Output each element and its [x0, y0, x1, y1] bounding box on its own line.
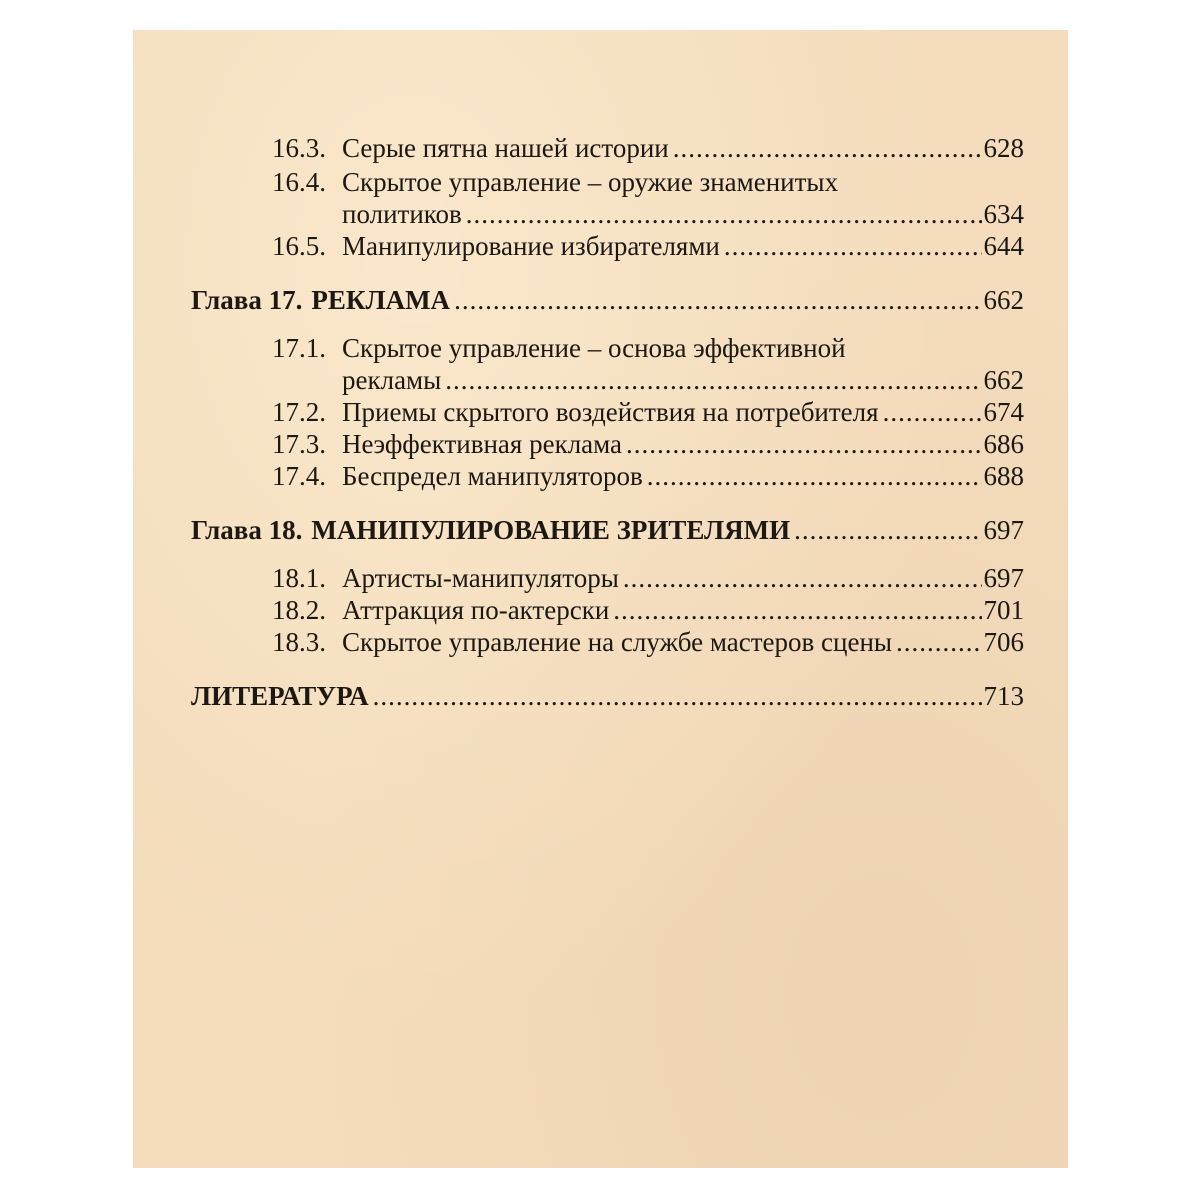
- section-title: Беспредел манипуляторов: [342, 461, 643, 491]
- page-number: 628: [983, 133, 1024, 163]
- dot-leader: [454, 284, 981, 316]
- toc-chapter-18[interactable]: [191, 514, 1024, 546]
- toc-entry-16-3[interactable]: [272, 132, 1024, 164]
- page-number: 688: [983, 461, 1024, 491]
- dot-leader: [896, 626, 981, 658]
- section-title: Артисты-манипуляторы: [342, 563, 619, 593]
- section-number: 18.2.: [272, 595, 326, 625]
- toc-entry-18-3[interactable]: [272, 626, 1024, 658]
- dot-leader: [794, 514, 981, 546]
- section-number: 17.4.: [272, 461, 326, 491]
- dot-leader: [647, 460, 982, 492]
- section-title: Манипулирование избирателями: [342, 231, 720, 261]
- section-number: 16.5.: [272, 231, 326, 261]
- toc-entry-17-1-line1[interactable]: [272, 332, 1024, 364]
- toc-chapter-17[interactable]: [191, 284, 1024, 316]
- section-number: 16.4.: [272, 167, 326, 197]
- section-title: Аттракция по-актерски: [342, 595, 610, 625]
- toc-entry-17-3[interactable]: [272, 428, 1024, 460]
- chapter-title: МАНИПУЛИРОВАНИЕ ЗРИТЕЛЯМИ: [311, 515, 791, 545]
- toc-entry-17-2[interactable]: [272, 396, 1024, 428]
- dot-leader: [373, 680, 982, 712]
- page-number: 713: [983, 681, 1024, 711]
- page-number: 686: [983, 429, 1024, 459]
- page-number: 674: [983, 397, 1024, 427]
- section-title: Приемы скрытого воздействия на потребителя: [342, 397, 879, 427]
- page-number: 697: [983, 563, 1024, 593]
- toc-entry-18-2[interactable]: [272, 594, 1024, 626]
- section-title: Скрытое управление на службе мастеров сцены: [342, 627, 893, 657]
- dot-leader: [466, 198, 982, 230]
- toc-entry-16-4-line2[interactable]: [342, 198, 1024, 230]
- dot-leader: [626, 428, 981, 460]
- toc-entry-17-4[interactable]: [272, 460, 1024, 492]
- dot-leader: [445, 364, 981, 396]
- section-number: 17.2.: [272, 397, 326, 427]
- toc-entry-16-4-line1[interactable]: [272, 166, 1024, 198]
- section-title: Неэффективная реклама: [342, 429, 623, 459]
- page-number: 662: [983, 285, 1024, 315]
- dot-leader: [724, 230, 982, 262]
- section-title: Серые пятна нашей истории: [342, 133, 669, 163]
- dot-leader: [613, 594, 981, 626]
- page-number: 697: [983, 515, 1024, 545]
- toc-entry-17-1-line2[interactable]: [342, 364, 1024, 396]
- section-number: 17.3.: [272, 429, 326, 459]
- dot-leader: [883, 396, 982, 428]
- toc-entry-18-1[interactable]: [272, 562, 1024, 594]
- section-number: 16.3.: [272, 133, 326, 163]
- dot-leader: [623, 562, 982, 594]
- toc-literature[interactable]: [191, 680, 1024, 712]
- page-number: 634: [983, 199, 1024, 229]
- toc-entry-16-5[interactable]: [272, 230, 1024, 262]
- page-number: 662: [983, 365, 1024, 395]
- chapter-label: Глава 18.: [191, 515, 303, 545]
- literature-title: ЛИТЕРАТУРА: [191, 681, 369, 711]
- page-number: 644: [983, 231, 1024, 261]
- section-title-line2: рекламы: [342, 365, 442, 395]
- section-title-line2: политиков: [342, 199, 462, 229]
- section-number: 18.3.: [272, 627, 326, 657]
- section-number: 18.1.: [272, 563, 326, 593]
- page-number: 701: [983, 595, 1024, 625]
- table-of-contents: [133, 30, 1068, 1168]
- dot-leader: [673, 132, 982, 164]
- section-title-line1: Скрытое управление – основа эффективной: [342, 333, 846, 363]
- chapter-label: Глава 17.: [191, 285, 303, 315]
- page-number: 706: [983, 627, 1024, 657]
- section-number: 17.1.: [272, 333, 326, 363]
- section-title-line1: Скрытое управление – оружие знаменитых: [342, 167, 839, 197]
- book-page: [133, 30, 1068, 1168]
- chapter-title: РЕКЛАМА: [311, 285, 451, 315]
